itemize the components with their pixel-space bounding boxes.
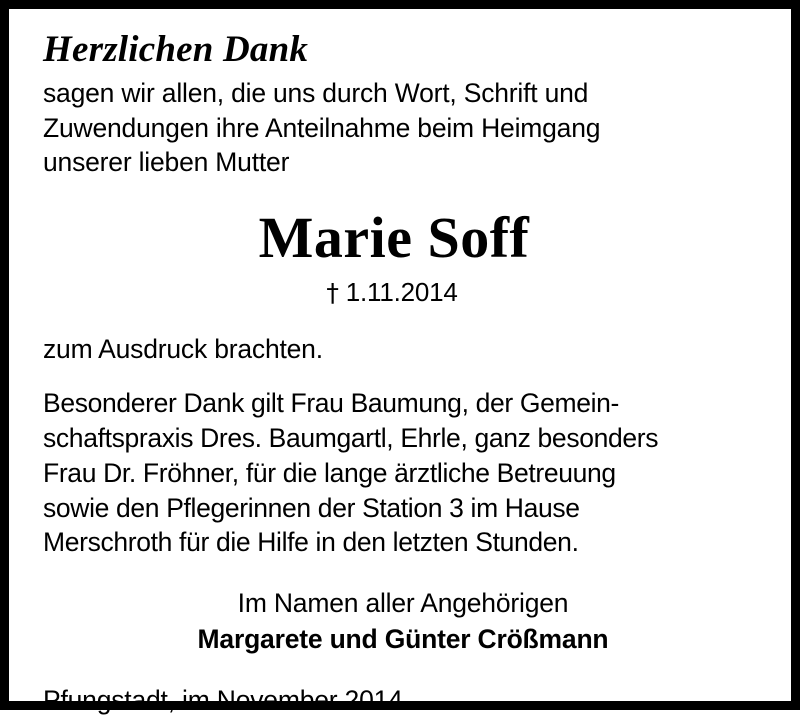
place-and-date: Pfungstadt, im November 2014 bbox=[43, 684, 403, 715]
death-date-line bbox=[43, 277, 771, 308]
thanks-line: sowie den Pflegerinnen der Station 3 im Hause bbox=[43, 492, 580, 523]
paragraph-one: zum Ausdruck brachten. bbox=[43, 333, 323, 364]
thanks-line: Frau Dr. Fröhner, für die lange ärztliche Betreuung bbox=[43, 457, 616, 488]
thanks-line: Merschroth für die Hilfe in den letzten Stunden. bbox=[43, 527, 579, 558]
thanks-line: Besonderer Dank gilt Frau Baumung, der Gemein- bbox=[43, 388, 620, 419]
lead-line: unserer lieben Mutter bbox=[43, 147, 290, 178]
page-title: Herzlichen Dank bbox=[43, 29, 309, 70]
closing-line: Im Namen aller Angehörigen bbox=[237, 587, 569, 618]
death-date: 1.11.2014 bbox=[345, 276, 458, 307]
closing-names: Margarete und Günter Crößmann bbox=[197, 624, 609, 655]
lead-line: Zuwendungen ihre Anteilnahme beim Heimgang bbox=[43, 112, 601, 143]
closing-block bbox=[43, 586, 771, 657]
deceased-name: Marie Soff bbox=[258, 204, 530, 270]
notice-content bbox=[9, 9, 791, 715]
paragraph-two bbox=[43, 386, 771, 560]
cross-icon: † bbox=[326, 277, 339, 307]
lead-paragraph bbox=[43, 76, 771, 180]
thanks-line: schaftspraxis Dres. Baumgartl, Ehrle, ganz besonders bbox=[43, 423, 659, 454]
lead-line: sagen wir allen, die uns durch Wort, Schrift und bbox=[43, 77, 589, 108]
